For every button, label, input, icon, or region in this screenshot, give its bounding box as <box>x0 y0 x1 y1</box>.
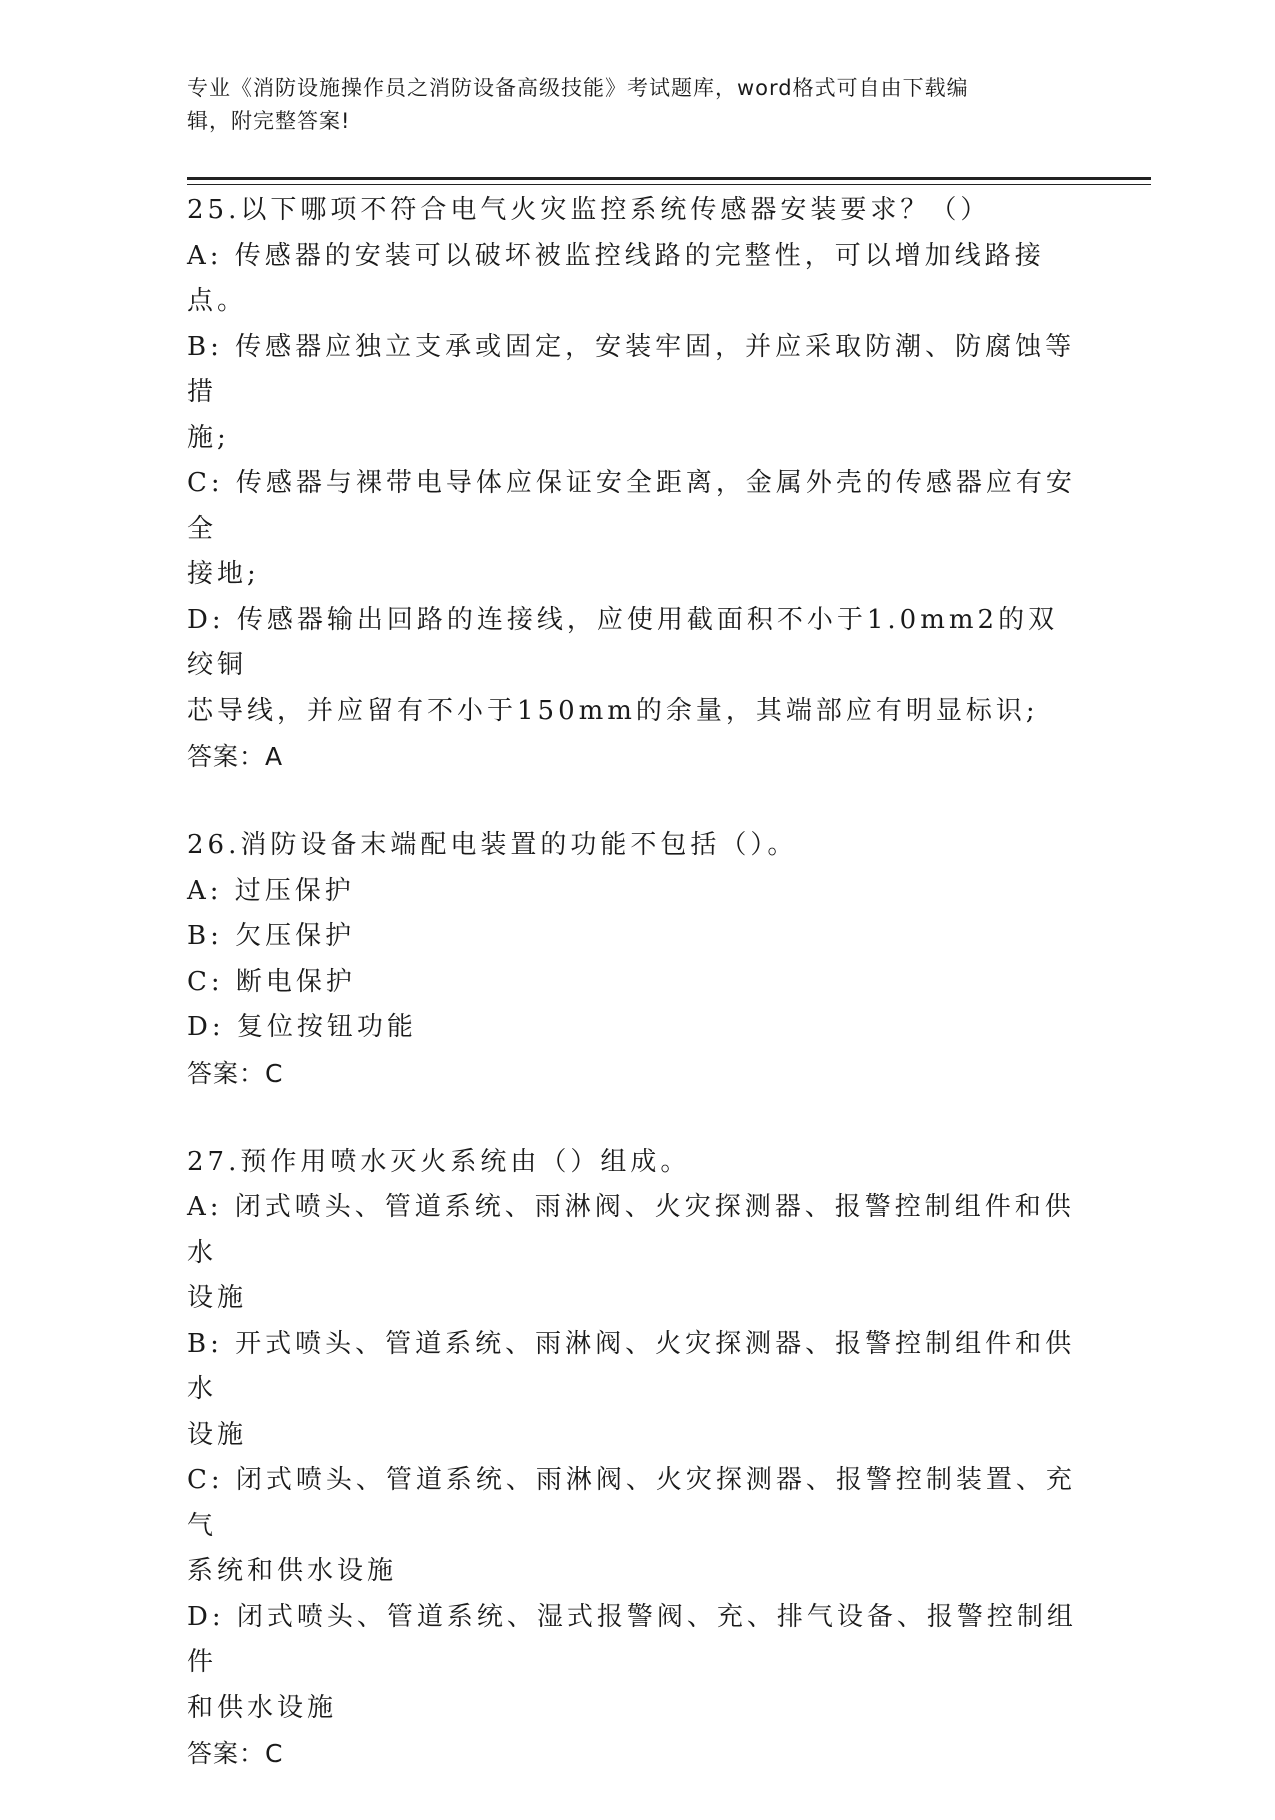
option-c: C: 断电保护 <box>187 966 356 997</box>
option-b-line-1: B: 开式喷头、管道系统、雨淋阀、火灾探测器、报警控制组件和供水 <box>187 1328 1076 1404</box>
option-b <box>187 1322 1087 1459</box>
option-d: D: 复位按钮功能 <box>187 1012 417 1042</box>
option-a: A: 过压保护 <box>187 875 355 906</box>
question-stem: 27.预作用喷水灭火系统由（）组成。 <box>187 1146 691 1177</box>
option-c-line-1: C: 闭式喷头、管道系统、雨淋阀、火灾探测器、报警控制装置、充气 <box>187 1465 1076 1541</box>
option-b-line-2: 施; <box>187 422 230 453</box>
option-c <box>187 1458 1087 1595</box>
option-d-line-1: D: 闭式喷头、管道系统、湿式报警阀、充、排气设备、报警控制组件 <box>187 1601 1077 1677</box>
question-stem: 25.以下哪项不符合电气火灾监控系统传感器安装要求？（） <box>187 195 991 225</box>
option-b-line-1: B: 传感器应独立支承或固定，安装牢固，并应采取防潮、防腐蚀等措 <box>187 331 1076 407</box>
option-a <box>187 234 1087 325</box>
option-c-line-1: C: 传感器与裸带电导体应保证安全距离，金属外壳的传感器应有安全 <box>187 468 1076 544</box>
option-a-line-2: 设施 <box>187 1283 248 1313</box>
answer-label: 答案：A <box>187 742 284 771</box>
option-b-line-2: 设施 <box>187 1419 248 1450</box>
option-b: B: 欠压保护 <box>187 921 356 951</box>
option-c <box>187 461 1087 598</box>
question-27 <box>187 1140 1087 1777</box>
option-a <box>187 1185 1087 1322</box>
option-b <box>187 325 1087 462</box>
header-divider-thick <box>187 177 1151 180</box>
header-divider-thin <box>187 184 1151 185</box>
answer-label: 答案：C <box>187 1058 284 1088</box>
document-header <box>187 72 1067 138</box>
option-a-line-1: A: 传感器的安装可以破坏被监控线路的完整性，可以增加线路接点。 <box>187 240 1045 316</box>
option-d-line-2: 和供水设施 <box>187 1692 338 1723</box>
answer-label: 答案：C <box>187 1739 284 1768</box>
question-26 <box>187 823 1087 1096</box>
option-d-line-2: 芯导线，并应留有不小于150mm的余量，其端部应有明显标识; <box>187 695 1039 726</box>
option-c-line-2: 接地; <box>187 559 260 589</box>
option-d <box>187 1595 1087 1732</box>
question-25 <box>187 188 1087 779</box>
header-line-2: 辑，附完整答案! <box>187 109 351 133</box>
question-stem: 26.消防设备末端配电装置的功能不包括（）。 <box>187 830 798 860</box>
option-a-line-1: A: 闭式喷头、管道系统、雨淋阀、火灾探测器、报警控制组件和供水 <box>187 1192 1075 1268</box>
option-c-line-2: 系统和供水设施 <box>187 1556 398 1586</box>
header-line-1: 专业《消防设施操作员之消防设备高级技能》考试题库，word格式可自由下载编 <box>187 76 969 100</box>
option-d <box>187 598 1087 735</box>
question-list <box>187 188 1087 1820</box>
option-d-line-1: D: 传感器输出回路的连接线，应使用截面积不小于1.0mm2的双绞铜 <box>187 604 1059 680</box>
